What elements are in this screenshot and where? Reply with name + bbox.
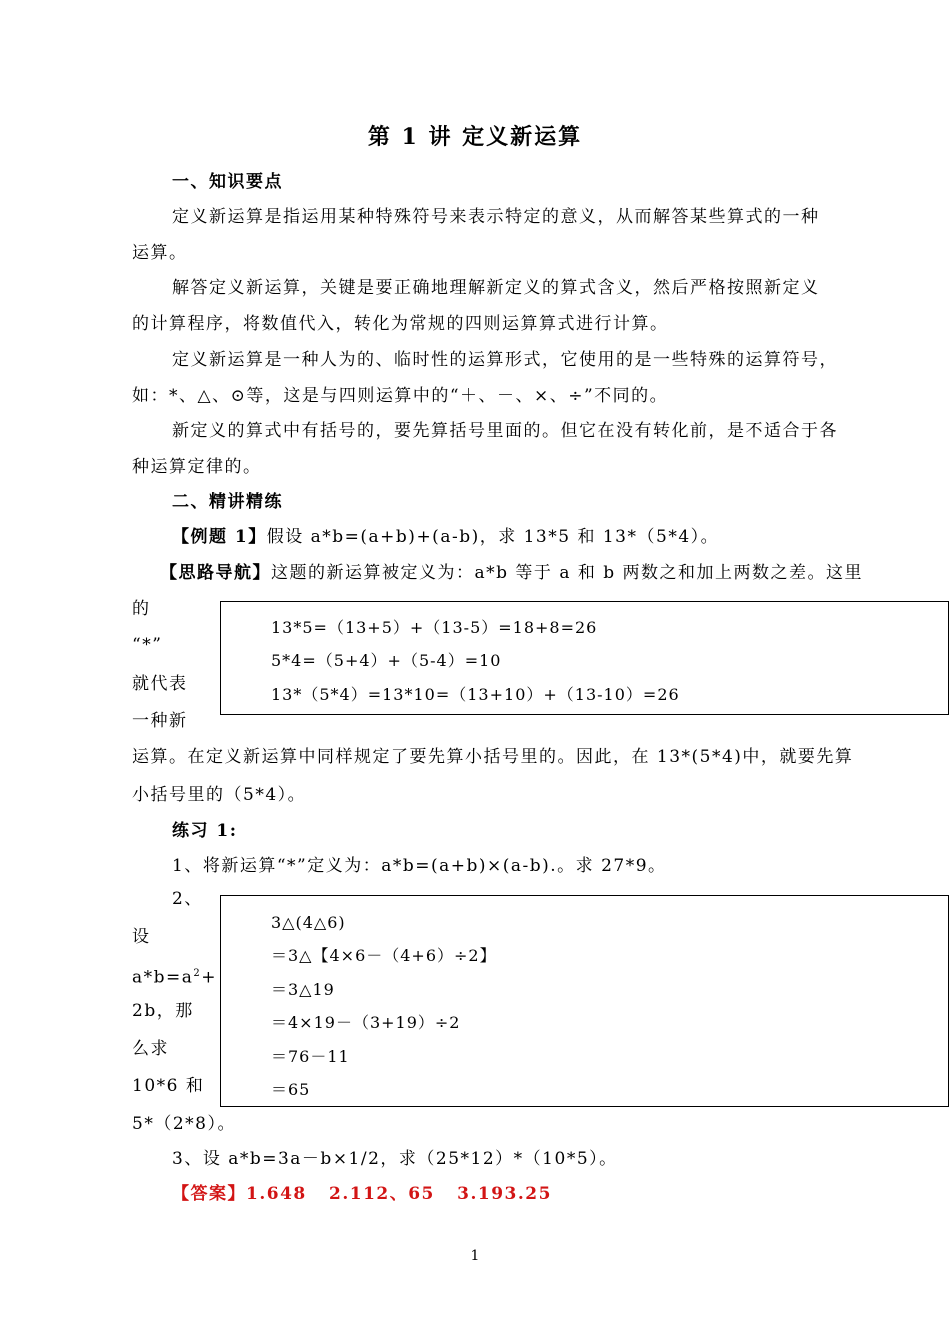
guide-line-1 — [160, 562, 863, 584]
paragraph-1-line-1: 定义新运算是指运用某种特殊符号来表示特定的意义，从而解答某些算式的一种 — [172, 207, 820, 227]
practice-heading: 练习 1: — [172, 821, 238, 841]
practice-q2-plus: + — [201, 967, 218, 988]
guide-tag: 【思路导航】 — [160, 563, 271, 583]
paragraph-4-line-1: 新定义的算式中有括号的，要先算括号里面的。但它在没有转化前，是不适合于各 — [172, 421, 838, 441]
answer-tag: 【答案】 — [172, 1184, 246, 1204]
example-1-line — [172, 526, 719, 548]
section2-heading: 二、精讲精练 — [172, 492, 283, 512]
solution-line: 3△(4△6) — [271, 913, 346, 932]
example-1-text: 假设 a*b=(a+b)+(a-b)，求 13*5 和 13*（5*4）。 — [266, 527, 720, 547]
solution-box-2 — [220, 895, 949, 1107]
page-number: 1 — [470, 1248, 480, 1264]
paragraph-3-line-1: 定义新运算是一种人为的、临时性的运算形式，它使用的是一些特殊的运算符号， — [172, 350, 838, 370]
practice-q2-exponent: 2 — [193, 968, 202, 979]
practice-q2-formula — [132, 963, 217, 989]
guide-line-2: 运算。在定义新运算中同样规定了要先算小括号里的。因此，在 13*(5*4)中，就要先算 — [132, 747, 854, 767]
solution-line: 5*4=（5+4）+（5-4）=10 — [271, 651, 502, 670]
solution-line: 13*5=（13+5）+（13-5）=18+8=26 — [271, 618, 598, 637]
solution-box-1 — [220, 601, 949, 715]
guide-wrap-line: 就代表 — [132, 674, 188, 694]
practice-q2-tail: 5*（2*8）。 — [132, 1114, 236, 1134]
answer-line — [172, 1183, 552, 1205]
practice-q2-wrap: 2、 — [172, 889, 203, 909]
section1-heading: 一、知识要点 — [172, 172, 283, 192]
practice-q2-wrap: 2b，那 — [132, 1001, 194, 1021]
page-title: 第 1 讲 定义新运算 — [367, 124, 583, 150]
solution-line: ＝65 — [271, 1080, 311, 1099]
solution-line: ＝3△【4×6－（4+6）÷2】 — [271, 946, 497, 965]
answer-text: 1.648 2.112、65 3.193.25 — [246, 1184, 552, 1204]
example-1-tag: 【例题 1】 — [172, 527, 267, 547]
solution-line: ＝76－11 — [271, 1047, 350, 1066]
solution-line: 13*（5*4）=13*10=（13+10）+（13-10）=26 — [271, 685, 680, 704]
guide-line-3: 小括号里的（5*4）。 — [132, 785, 307, 805]
practice-q2-wrap: 么求 — [132, 1039, 169, 1059]
solution-line: ＝3△19 — [271, 980, 335, 999]
paragraph-4-line-2: 种运算定律的。 — [132, 457, 262, 477]
paragraph-3-line-2: 如：*、△、⊙等，这是与四则运算中的“＋、－、×、÷”不同的。 — [132, 386, 669, 406]
practice-q2-wrap: 10*6 和 — [132, 1076, 205, 1096]
guide-wrap-line: 的 — [132, 599, 151, 619]
practice-question-3: 3、设 a*b=3a－b×1/2，求（25*12）*（10*5）。 — [172, 1149, 618, 1169]
practice-question-1: 1、将新运算“*”定义为：a*b=(a+b)×(a-b).。求 27*9。 — [172, 856, 667, 876]
paragraph-2-line-2: 的计算程序，将数值代入，转化为常规的四则运算算式进行计算。 — [132, 314, 669, 334]
paragraph-2-line-1: 解答定义新运算，关键是要正确地理解新定义的算式含义，然后严格按照新定义 — [172, 278, 820, 298]
practice-q2-wrap: 设 — [132, 927, 151, 947]
guide-wrap-line: 一种新 — [132, 711, 188, 731]
guide-wrap-line: “*” — [132, 635, 163, 655]
paragraph-1-line-2: 运算。 — [132, 243, 188, 263]
practice-q2-formula-base: a*b=a — [132, 967, 194, 988]
solution-line: ＝4×19－（3+19）÷2 — [271, 1013, 461, 1032]
guide-text-1: 这题的新运算被定义为：a*b 等于 a 和 b 两数之和加上两数之差。这里 — [271, 563, 864, 583]
